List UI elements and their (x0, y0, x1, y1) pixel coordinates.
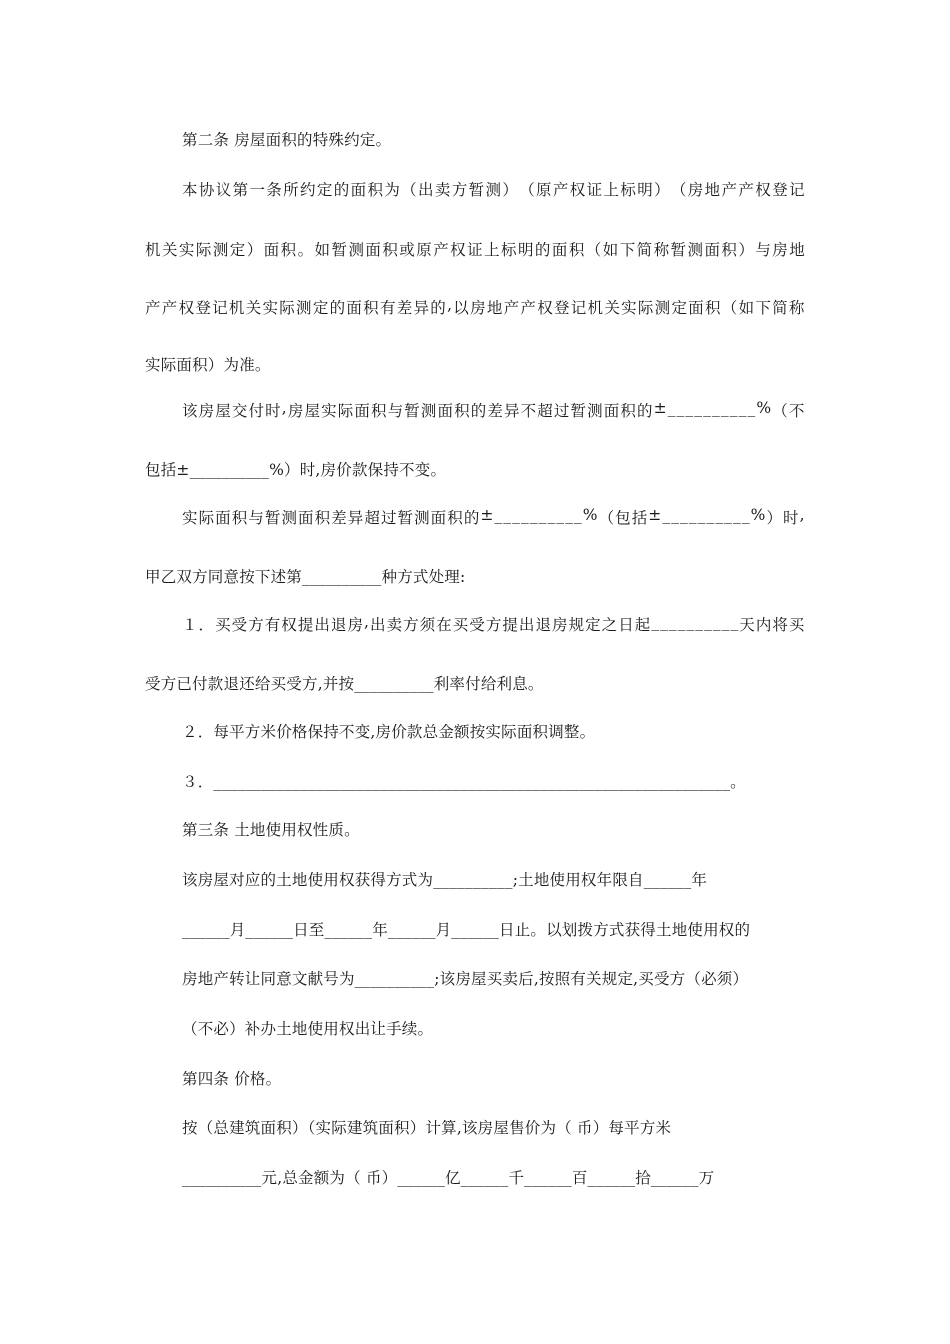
paragraph-line: 该 房 屋 交 付 时 , 房 屋 实 际 面 积 与 暂 测 面 积 的 差 异 不 超 过 暂 测 面 积 的 ± _ _ _ _ _ _ _ _ _ _ % （ 不 (182, 399, 805, 420)
article-2-heading: 第二条 房屋面积的特殊约定。 (182, 131, 392, 149)
paragraph-line: 甲乙双方同意按下述第__________种方式处理: (145, 568, 466, 586)
list-item: ２．每平方米价格保持不变,房价款总金额按实际面积调整。 (182, 723, 596, 741)
paragraph-line: 包括±__________%）时,房价款保持不变。 (145, 461, 447, 479)
paragraph-line: 本 协 议 第 一 条 所 约 定 的 面 积 为 （ 出 卖 方 暂 测 ） （ 原 产 权 证 上 标 明 ） （ 房 地 产 产 权 登 记 (182, 181, 805, 199)
paragraph-line: 实际面积）为准。 (145, 356, 271, 374)
article-4-heading: 第四条 价格。 (182, 1070, 282, 1088)
article-3-heading: 第三条 土地使用权性质。 (182, 821, 360, 839)
paragraph-line: 按（总建筑面积）（实际建筑面积）计算,该房屋售价为（ 币）每平方米 (182, 1119, 672, 1137)
list-item: ３．_________________________________________________________________。 (182, 773, 746, 791)
paragraph-line: 实 际 面 积 与 暂 测 面 积 差 异 超 过 暂 测 面 积 的 ± _ _ _ _ _ _ _ _ _ _ % （ 包 括 ± _ _ _ _ _ _ _ _ _ _ % ） 时 , (182, 506, 805, 527)
paragraph-line: 产 产 权 登 记 机 关 实 际 测 定 的 面 积 有 差 异 的 , 以 房 地 产 产 权 登 记 机 关 实 际 测 定 面 积 （ 如 下 简 称 (145, 296, 805, 317)
list-item-continuation: 受方已付款退还给买受方,并按__________利率付给利息。 (145, 675, 544, 693)
paragraph-line: 该房屋对应的土地使用权获得方式为__________;土地使用权年限自______年 (182, 871, 708, 889)
paragraph-line: 机 关 实 际 测 定 ） 面 积 。 如 暂 测 面 积 或 原 产 权 证 上 标 明 的 面 积 （ 如 下 简 称 暂 测 面 积 ） 与 房 地 (145, 241, 805, 259)
paragraph-line: __________元,总金额为（ 币）______亿______千______百______拾______万 (182, 1169, 715, 1187)
list-item: １ ． 买 受 方 有 权 提 出 退 房 , 出 卖 方 须 在 买 受 方 提 出 退 房 规 定 之 日 起 _ _ _ _ _ _ _ _ _ _ 天 内 将 买 (182, 613, 805, 634)
paragraph-line: ______月______日至______年______月______日止。以划拨方式获得土地使用权的 (182, 921, 751, 939)
paragraph-line: （不必）补办土地使用权出让手续。 (182, 1020, 434, 1038)
paragraph-line: 房地产转让同意文献号为__________;该房屋买卖后,按照有关规定,买受方（必须） (182, 970, 749, 988)
